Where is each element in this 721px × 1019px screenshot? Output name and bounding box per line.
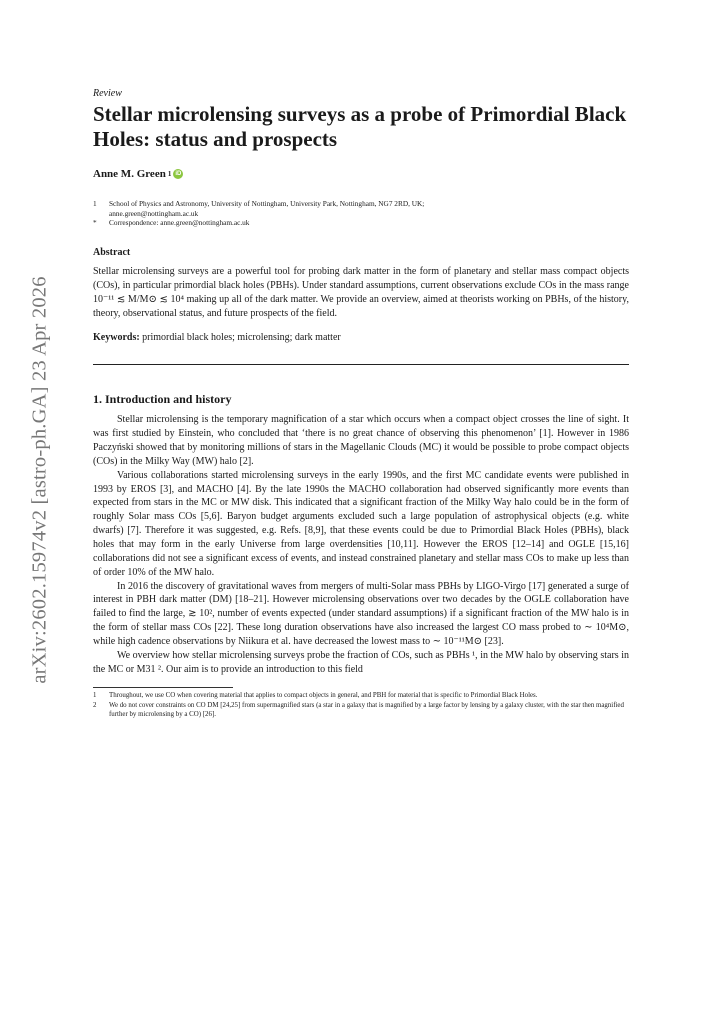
affiliation-item	[93, 218, 629, 228]
footnote-text: We do not cover constraints on CO DM [24,25] from supermagnified stars (a star in a galaxy that is magnified by a large factor by lensing by a galaxy cluster, with the star then magnified further by microlensing by a CO) [26].	[109, 702, 624, 718]
affiliation-mark: *	[93, 218, 97, 228]
body-paragraph: Various collaborations started microlensing surveys in the early 1990s, and the first MC candidate events were published in 1993 by EROS [3], and MACHO [4]. By the late 1990s the MACHO collaboration had observed significantly more events than expected from stars in the MC or MW disk. This indicated that a significant fraction of the Milky Way halo could be in the form of roughly Solar mass COs [5,6]. Baryon budget arguments excluded such a large population of astrophysical objects (e.g. white dwarfs) [7]. Therefore it was suggested, e.g. Refs. [8,9], that these events could be due to Primordial Black Holes (PBHs), black holes that may form in the early Universe from large overdensities [10,11]. However the EROS [12–14] and OGLE [15,16] collaborations did not see a significant excess of events, and instead constrained planetary and stellar mass COs to make up less than of order 10% of the MW halo.	[93, 469, 629, 578]
section-body	[93, 413, 629, 676]
orcid-icon[interactable]: iD	[175, 171, 182, 177]
arxiv-stamp	[20, 265, 60, 695]
section-divider	[93, 364, 629, 365]
footnotes	[93, 692, 629, 719]
author-affiliation-mark: 1	[167, 170, 172, 178]
article-type-label: Review	[93, 88, 122, 99]
affiliations	[93, 199, 629, 228]
keywords-text: primordial black holes; microlensing; dark matter	[142, 332, 341, 344]
arxiv-stamp-text: arXiv:2602.15974v2 [astro-ph.GA] 23 Apr 2026	[28, 276, 51, 684]
correspondence-text[interactable]: Correspondence: anne.green@nottingham.ac.uk	[109, 218, 250, 228]
affiliation-mark	[93, 209, 109, 219]
affiliation-mark: 1	[93, 199, 97, 208]
footnote-text: Throughout, we use CO when covering material that applies to compact objects in general, and PBH for material that is specific to Primordial Black Holes.	[109, 692, 538, 700]
affiliation-email[interactable]: anne.green@nottingham.ac.uk	[109, 208, 199, 218]
abstract-heading: Abstract	[93, 246, 131, 258]
abstract-text: Stellar microlensing surveys are a powerful tool for probing dark matter in the form of planetary and stellar mass compact objects (COs), in particular primordial black holes (PBHs). Under standard assumptions, current observations exclude COs in the mass range 10⁻¹¹ ≲ M/M⊙ ≲ 10⁴ making up all of the dark matter. We provide an overview, aimed at theorists working on PBHs, of the history, theory, observational status, and future prospects of the field.	[93, 265, 629, 319]
body-paragraph: We overview how stellar microlensing surveys probe the fraction of COs, such as PBHs ¹, in the MW halo by observing stars in the MC or M31 ². Our aim is to provide an introduction to this field	[93, 649, 629, 675]
footnote-mark: 2	[93, 702, 97, 710]
paper-title: Stellar microlensing surveys as a probe of Primordial Black Holes: status and prospects	[93, 102, 627, 151]
section-heading: 1. Introduction and history	[93, 392, 232, 407]
author-line	[93, 168, 629, 180]
body-paragraph: Stellar microlensing is the temporary magnification of a star which occurs when a compact object crosses the line of sight. It was first studied by Einstein, who concluded that ‘there is no great chance of observing this phenomenon’ [1]. However in 1986 Paczyński showed that by monitoring millions of stars in the Magellanic Clouds (MC) it would be possible to probe compact objects (COs) in the Milky Way (MW) halo [2].	[93, 414, 629, 467]
footnote-item	[93, 702, 629, 719]
footnote-divider	[93, 687, 233, 688]
author-name: Anne M. Green	[93, 168, 166, 180]
footnote-mark: 1	[93, 692, 97, 700]
affiliation-item	[93, 199, 629, 209]
body-paragraph: In 2016 the discovery of gravitational waves from mergers of multi-Solar mass PBHs by LIGO-Virgo [17] generated a surge of interest in PBH dark matter (DM) [18–21]. However microlensing observations over two decades by the OGLE collaboration have failed to find the large, ≳ 10², number of events expected (under standard assumptions) if a significant fraction of the MW halo is in the form of stellar mass COs [22]. These long duration observations have also increased the largest CO mass probed to ∼ 10⁴M⊙, while high cadence observations by Niikura et al. have decreased the lowest mass to ∼ 10⁻¹¹M⊙ [23].	[93, 580, 629, 647]
keywords-line	[93, 332, 629, 343]
footnote-item	[93, 692, 629, 701]
keywords-label: Keywords:	[93, 332, 140, 344]
affiliation-item	[93, 209, 629, 219]
affiliation-text: School of Physics and Astronomy, University of Nottingham, University Park, Nottingham, NG7 2RD, UK;	[109, 199, 425, 208]
paper-page	[93, 88, 629, 721]
